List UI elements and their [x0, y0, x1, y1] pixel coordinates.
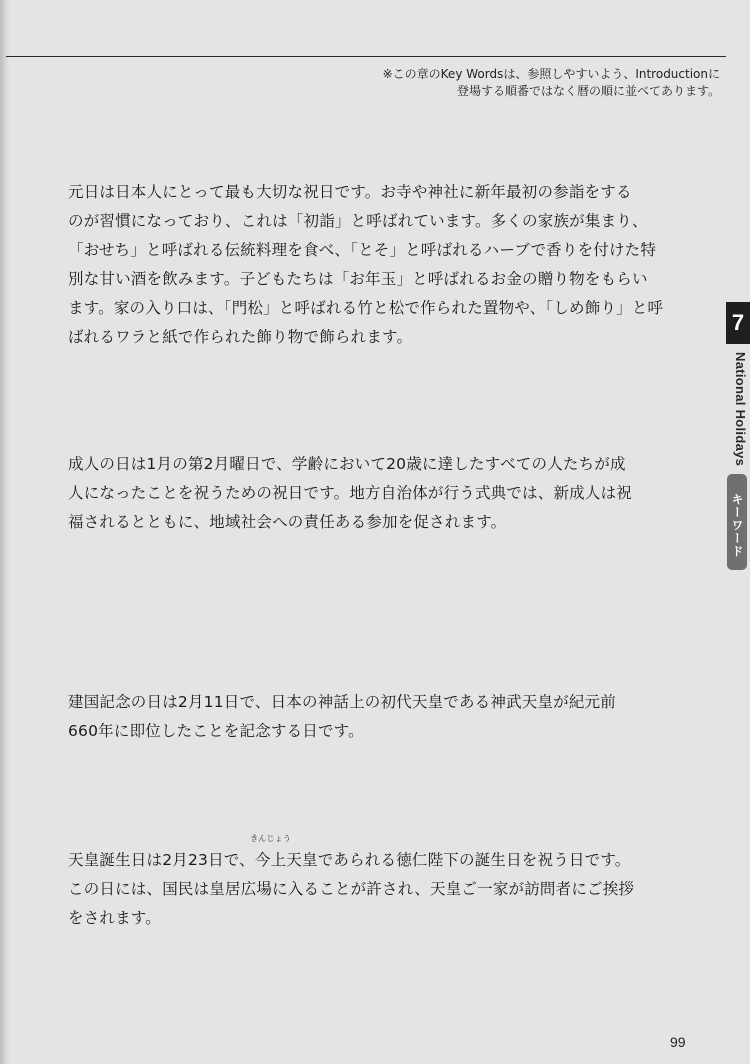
paragraph-line: 「おせち」と呼ばれる伝統料理を食べ、「とそ」と呼ばれるハーブで香りを付けた特 [68, 241, 657, 259]
paragraph-coming-of-age-day [68, 450, 708, 537]
paragraph-line: 別な甘い酒を飲みます。子どもたちは「お年玉」と呼ばれるお金の贈り物をもらい [68, 270, 648, 288]
ruby-base: 今上 [254, 851, 287, 869]
paragraph-line [68, 834, 708, 875]
paragraph-emperors-birthday [68, 834, 708, 933]
paragraph-line: 人になったことを祝うための祝日です。地方自治体が行う式典では、新成人は祝 [68, 484, 632, 502]
note-line: 登場する順番ではなく暦の順に並べてあります。 [456, 84, 720, 98]
paragraph-line: 建国記念の日は2月11日で、日本の神話上の初代天皇である神武天皇が紀元前 [68, 693, 616, 711]
paragraph-line: 660年に即位したことを記念する日です。 [68, 722, 364, 740]
chapter-number-tab: 7 [726, 302, 750, 344]
paragraph-line: をされます。 [68, 909, 161, 927]
paragraph-line: のが習慣になっており、これは「初詣」と呼ばれています。多くの家族が集まり、 [68, 212, 648, 230]
note-line: ※この章のKey Wordsは、参照しやすいよう、Introductionに [382, 67, 720, 81]
paragraph-line: 成人の日は1月の第2月曜日で、学齢において20歳に達したすべての人たちが成 [68, 455, 626, 473]
ruby-reading: きんじょう [250, 834, 292, 843]
text-segment: 天皇誕生日は2月23日で、 [68, 851, 255, 869]
section-tab-keywords: キーワード [727, 474, 747, 570]
paragraph-new-years-day [68, 178, 708, 352]
chapter-note [310, 66, 720, 100]
ruby-annotation [250, 834, 292, 875]
page-binding-shadow [0, 0, 10, 1064]
paragraph-line: この日には、国民は皇居広場に入ることが許され、天皇ご一家が訪問者にご挨拶 [68, 880, 635, 898]
header-rule [6, 56, 726, 57]
chapter-title-label: National Holidays [733, 352, 748, 467]
text-segment: 天皇であられる徳仁陛下の誕生日を祝う日です。 [286, 851, 631, 869]
paragraph-line: 元日は日本人にとって最も大切な祝日です。お寺や神社に新年最初の参詣をする [68, 183, 632, 201]
paragraph-line: ばれるワラと紙で作られた飾り物で飾られます。 [68, 328, 413, 346]
paragraph-line: ます。家の入り口は、「門松」と呼ばれる竹と松で作られた置物や、「しめ飾り」と呼 [68, 299, 664, 317]
page-number: 99 [670, 1034, 686, 1050]
paragraph-national-foundation-day [68, 688, 708, 746]
paragraph-line: 福されるとともに、地域社会への責任ある参加を促されます。 [68, 513, 507, 531]
